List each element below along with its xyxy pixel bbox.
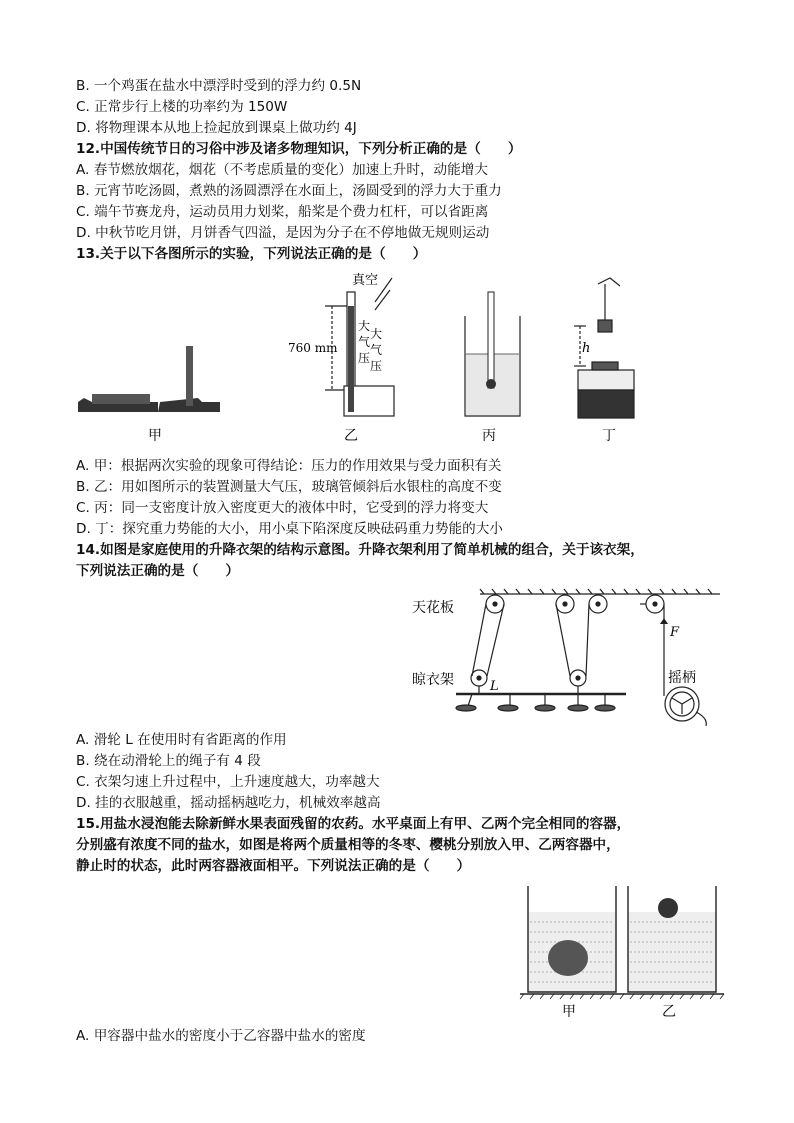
q13-stem: 13.关于以下各图所示的实验，下列说法正确的是（ ） <box>76 246 427 262</box>
q13-option-d: D. 丁：探究重力势能的大小，用小桌下陷深度反映砝码重力势能的大小 <box>76 521 503 537</box>
fig15-cherry <box>658 898 678 918</box>
fig14-crank-label: 摇柄 <box>668 670 696 686</box>
fig14-pulley-L-label: L <box>490 679 499 694</box>
q13-option-a: A. 甲：根据两次实验的现象可得结论：压力的作用效果与受力面积有关 <box>76 458 502 474</box>
fig14-force-label: F <box>670 625 680 640</box>
q15-option-a: A. 甲容器中盐水的密度小于乙容器中盐水的密度 <box>76 1028 366 1044</box>
q14-stem-line1: 14.如图是家庭使用的升降衣架的结构示意图。升降衣架利用了简单机械的组合，关于该衣架， <box>76 542 644 558</box>
q11-option-c: C. 正常步行上楼的功率约为 150W <box>76 99 288 115</box>
fig14-mechanism <box>456 589 720 726</box>
fig13-atm-6: 压 <box>370 359 383 373</box>
q12-option-a: A. 春节燃放烟花，烟花（不考虑质量的变化）加速上升时，动能增大 <box>76 162 488 178</box>
fig13-label-bing: 丙 <box>482 428 496 444</box>
q11-option-d: D. 将物理课本从地上捡起放到课桌上做功约 4J <box>76 120 357 136</box>
fig15-jujube <box>548 940 588 976</box>
q15-stem-line3: 静止时的状态，此时两容器液面相平。下列说法正确的是（ ） <box>76 858 471 874</box>
q15-figure <box>518 882 728 1022</box>
q15-stem-line2: 分别盛有浓度不同的盐水，如图是将两个质量相等的冬枣、樱桃分别放入甲、乙两容器中， <box>76 837 620 853</box>
fig13-atm-4: 大 <box>370 327 383 341</box>
fig13-atm-5: 气 <box>370 343 383 357</box>
fig13-jia-apparatus <box>78 346 220 412</box>
fig14-force-arrow <box>660 618 668 624</box>
fig13-label-jia: 甲 <box>148 428 162 444</box>
fig13-vacuum: 真空 <box>352 273 379 288</box>
q15-stem-line1: 15.用盐水浸泡能去除新鲜水果表面残留的农药。水平桌面上有甲、乙两个完全相同的容器， <box>76 816 631 832</box>
fig13-height: 760 mm <box>288 341 338 355</box>
fig13-atm-2: 气 <box>358 335 371 349</box>
fig13-label-yi: 乙 <box>344 428 358 444</box>
fig15-containers <box>520 886 724 999</box>
fig14-ceiling-label: 天花板 <box>412 600 454 616</box>
q12-option-d: D. 中秋节吃月饼，月饼香气四溢，是因为分子在不停地做无规则运动 <box>76 225 490 241</box>
fig13-atm-1: 大 <box>358 319 371 333</box>
fig13-mercury-column <box>348 306 354 412</box>
q14-option-c: C. 衣架匀速上升过程中，上升速度越大，功率越大 <box>76 774 380 790</box>
q13-option-b: B. 乙：用如图所示的装置测量大气压，玻璃管倾斜后水银柱的高度不变 <box>76 479 502 495</box>
q13-option-c: C. 丙：同一支密度计放入密度更大的液体中时，它受到的浮力将变大 <box>76 500 489 516</box>
q12-option-c: C. 端午节赛龙舟，运动员用力划桨，船桨是个费力杠杆，可以省距离 <box>76 204 489 220</box>
q14-option-a: A. 滑轮 L 在使用时有省距离的作用 <box>76 732 287 748</box>
q13-figure <box>70 270 670 450</box>
q14-option-d: D. 挂的衣服越重，摇动摇柄越吃力，机械效率越高 <box>76 795 381 811</box>
fig13-h-label: h <box>582 341 591 356</box>
fig14-rack-label: 晾衣架 <box>412 672 454 688</box>
q11-option-b: B. 一个鸡蛋在盐水中漂浮时受到的浮力约 0.5N <box>76 78 362 94</box>
q14-option-b: B. 绕在动滑轮上的绳子有 4 段 <box>76 753 261 769</box>
q12-stem: 12.中国传统节日的习俗中涉及诸多物理知识，下列分析正确的是（ ） <box>76 141 522 157</box>
q14-stem-line2: 下列说法正确的是（ ） <box>76 563 240 579</box>
q12-option-b: B. 元宵节吃汤圆，煮熟的汤圆漂浮在水面上，汤圆受到的浮力大于重力 <box>76 183 502 199</box>
fig13-label-ding: 丁 <box>602 428 616 444</box>
fig15-label-jia: 甲 <box>562 1004 576 1020</box>
fig15-label-yi: 乙 <box>662 1004 676 1020</box>
q14-figure <box>400 586 730 726</box>
fig13-bing-beaker <box>465 292 520 416</box>
fig13-atm-3: 压 <box>358 351 371 365</box>
